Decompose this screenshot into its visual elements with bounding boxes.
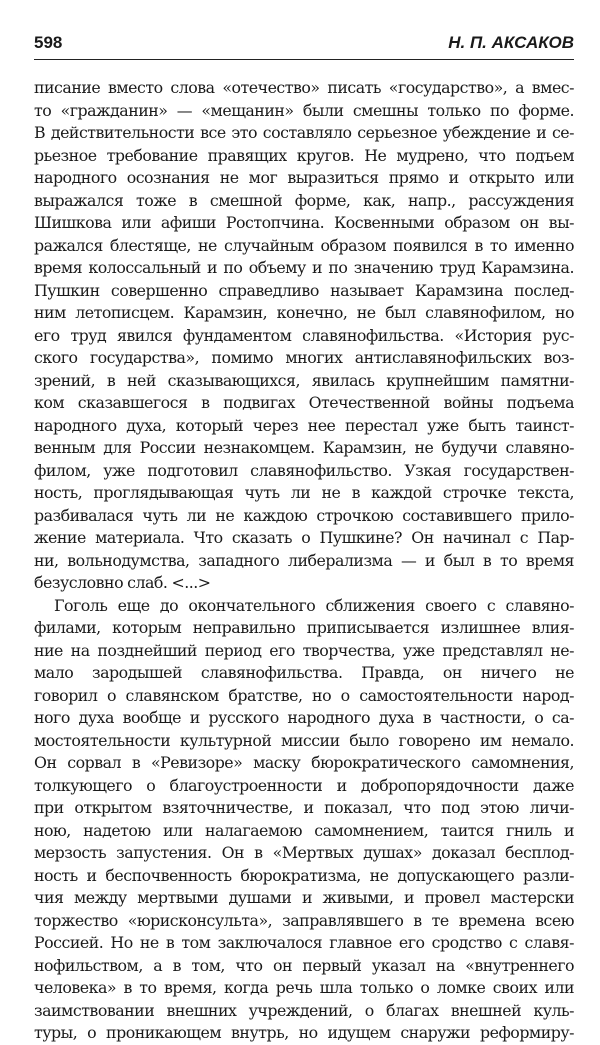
text-line: торжество «юрисконсульта», заправлявшего в те времена всею bbox=[34, 910, 574, 930]
text-line: безусловно слаб. <...> bbox=[34, 573, 211, 592]
header-rule bbox=[34, 59, 574, 60]
paragraph bbox=[34, 595, 574, 1045]
text-line: разбивалася чуть ли не каждою строчкою составившего прило- bbox=[34, 505, 574, 525]
text-line: при открытом взяточничестве, и показал, что под этою личи- bbox=[34, 798, 574, 817]
text-line: ность и беспочвенность бюрократизма, не допускающего разли- bbox=[34, 865, 574, 885]
text-line: мало зародышей славянофильства. Правда, он ничего не bbox=[34, 663, 574, 682]
text-line: писание вместо слова «отечество» писать «государство», а вмес- bbox=[34, 78, 574, 97]
text-line: нофильством, а в том, что он первый указал на «внутреннего bbox=[34, 955, 574, 975]
text-line: народного духа, который через нее перестал уже быть таинст- bbox=[34, 415, 574, 435]
text-line: человека» в то время, когда речь шла только о ломке своих или bbox=[34, 978, 574, 997]
text-line: Гоголь еще до окончательного сближения своего с славяно- bbox=[54, 595, 574, 615]
text-line: говорил о славянском братстве, но о самостоятельности народ- bbox=[34, 685, 574, 705]
text-line: народного осознания не мог выразиться прямо и открыто или bbox=[34, 168, 574, 187]
text-line: его труд явился фундаментом славянофильства. «История рус- bbox=[34, 325, 574, 345]
text-line: зрений, в ней сказывающихся, явилась крупнейшим памятни- bbox=[34, 370, 574, 390]
text-line: Шишкова или афиши Ростопчина. Косвенными образом он вы- bbox=[34, 213, 574, 232]
text-line: ность, проглядывающая чуть ли не в каждой строчке текста, bbox=[34, 483, 574, 502]
text-line: ним летописцем. Карамзин, конечно, не был славянофилом, но bbox=[34, 303, 574, 322]
text-line: ние на позднейший период его творчества, уже представлял не- bbox=[34, 640, 574, 660]
text-line: туры, о проникающем внутрь, но идущем снаружи реформиру- bbox=[34, 1023, 574, 1042]
text-line: ского государства», помимо многих антиславянофильских воз- bbox=[34, 348, 574, 367]
text-line: время колоссальный и по объему и по значению труд Карамзина. bbox=[34, 258, 574, 277]
text-line: выражался тоже в смешной форме, как, напр., рассуждения bbox=[34, 190, 574, 210]
paragraph bbox=[34, 77, 574, 595]
text-line: мерзость запустения. Он в «Мертвых душах» доказал бесплод- bbox=[34, 843, 574, 862]
text-line: то «гражданин» — «мещанин» были смешны только по форме. bbox=[34, 100, 574, 120]
page-number: 598 bbox=[34, 33, 63, 52]
text-line: ком сказавшегося в подвигах Отечественной войны подъема bbox=[34, 393, 574, 412]
body-text bbox=[34, 77, 574, 1045]
text-line: жение материала. Что сказать о Пушкине? Он начинал с Пар- bbox=[34, 528, 574, 547]
text-line: венным для России незнакомцем. Карамзин, не будучи славяно- bbox=[34, 438, 574, 457]
text-line: Россией. Но не в том заключалося главное его сродство с славя- bbox=[34, 933, 574, 952]
text-line: Он сорвал в «Ревизоре» маску бюрократического самомнения, bbox=[34, 753, 574, 772]
text-line: ною, надетою или налагаемою самомнением, таится гниль и bbox=[34, 820, 574, 840]
text-line: чия между мертвыми душами и живыми, и провел мастерски bbox=[34, 888, 574, 907]
text-line: филом, уже подготовил славянофильство. Узкая государствен- bbox=[34, 460, 574, 480]
text-line: ражался блестяще, не случайным образом появился в то именно bbox=[34, 235, 574, 255]
text-line: В действительности все это составляло серьезное убеждение и се- bbox=[34, 123, 574, 142]
running-header bbox=[34, 33, 574, 59]
running-head-author: Н. П. АКСАКОВ bbox=[448, 33, 574, 52]
book-page bbox=[34, 0, 574, 1042]
text-line: Пушкин совершенно справедливо называет Карамзина послед- bbox=[34, 280, 574, 300]
text-line: ного духа вообще и русского народного духа в частности, о са- bbox=[34, 708, 574, 727]
text-line: толкующего о благоустроенности и добропорядочности даже bbox=[34, 775, 574, 795]
text-line: заимствовании внешних учреждений, о благах внешней куль- bbox=[34, 1000, 574, 1020]
text-line: филами, которым неправильно приписывается излишнее влия- bbox=[34, 618, 574, 637]
text-line: рьезное требование правящих кругов. Не мудрено, что подъем bbox=[34, 145, 574, 165]
text-line: ни, вольнодумства, западного либерализма — и был в то время bbox=[34, 550, 574, 570]
text-line: мостоятельности культурной миссии было говорено им немало. bbox=[34, 730, 574, 750]
